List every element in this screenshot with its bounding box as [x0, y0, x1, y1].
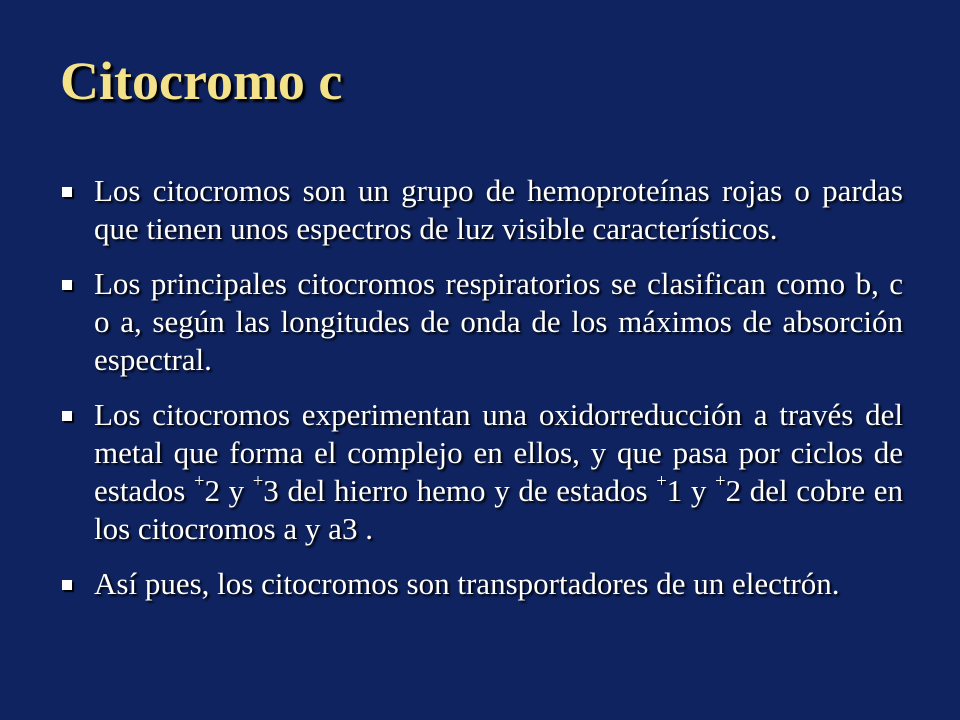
- bullet-text: [94, 397, 903, 546]
- square-bullet-icon: [62, 187, 72, 197]
- bullet-text-part: Los citocromos experimentan una oxidorreducción a través del metal que forma el complejo en ellos, y que pasa por ciclos de estados: [94, 397, 903, 508]
- slide-title: Citocromo c: [60, 51, 343, 111]
- superscript-plus: +: [252, 471, 264, 493]
- bullet-list: [58, 172, 903, 620]
- bullet-item: [58, 565, 903, 603]
- square-bullet-icon: [62, 580, 72, 590]
- square-bullet-icon: [62, 411, 72, 421]
- bullet-text: Los principales citocromos respiratorios se clasifican como b, c o a, según las longitudes de onda de los máximos de absorción espectral.: [94, 266, 903, 377]
- bullet-text: Así pues, los citocromos son transportadores de un electrón.: [94, 566, 840, 601]
- bullet-text-part: 2 y: [204, 473, 253, 508]
- bullet-text-part: 2 del cobre en los citocromos a y a3 .: [94, 473, 904, 546]
- bullet-item: [58, 396, 903, 548]
- superscript-plus: +: [193, 471, 205, 493]
- bullet-item: [58, 265, 903, 379]
- superscript-plus: +: [715, 471, 726, 493]
- square-bullet-icon: [62, 280, 72, 290]
- bullet-item: [58, 172, 903, 248]
- superscript-plus: +: [656, 471, 667, 493]
- bullet-text-part: 1 y: [666, 473, 716, 508]
- bullet-text: Los citocromos son un grupo de hemoproteínas rojas o pardas que tienen unos espectros de luz visible característicos.: [94, 173, 903, 246]
- bullet-text-part: 3 del hierro hemo y de estados: [263, 473, 657, 508]
